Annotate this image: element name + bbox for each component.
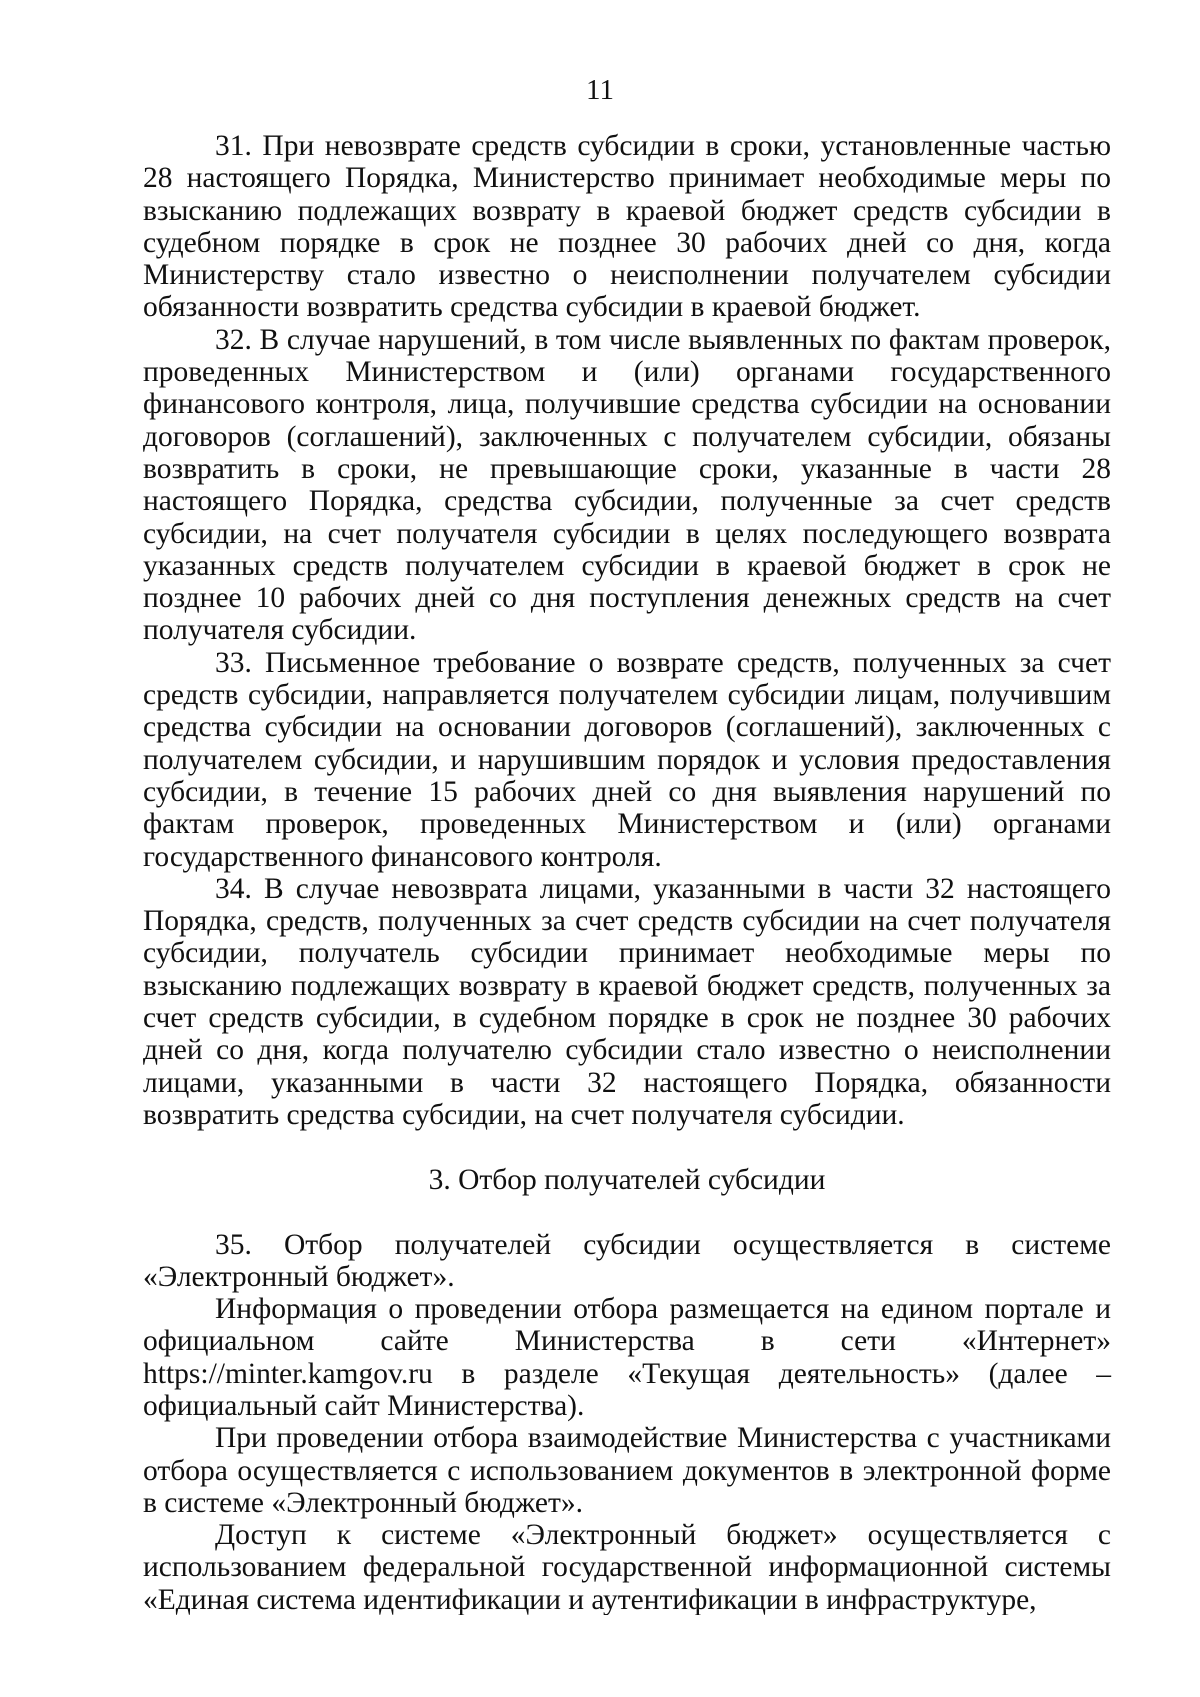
paragraph-31: 31. При невозврате средств субсидии в сроки, установленные частью 28 настоящего Порядка, Министерство принимает необходимые меры по взысканию подлежащих возврату в краевой бюджет средств субсидии в судебном порядке в срок не позднее 30 рабочих дней со дня, когда Министерству стало известно о неисполнении получателем субсидии обязанности возвратить средства субсидии в краевой бюджет. xyxy=(143,130,1111,324)
paragraph-35: 35. Отбор получателей субсидии осуществляется в системе «Электронный бюджет». xyxy=(143,1228,1111,1293)
section-heading: 3. Отбор получателей субсидии xyxy=(428,1164,826,1197)
page-number: 11 xyxy=(586,74,614,106)
paragraph-electronic-interaction: При проведении отбора взаимодействие Министерства с участниками отбора осуществляется с использованием документов в электронной форме в системе «Электронный бюджет». xyxy=(143,1422,1111,1519)
paragraph-info-publication: Информация о проведении отбора размещается на едином портале и официальном сайте Министерства в сети «Интернет» https://minter.kamgov.ru в разделе «Текущая деятельность» (далее – официальный сайт Министерства). xyxy=(143,1293,1111,1422)
paragraph-33: 33. Письменное требование о возврате средств, полученных за счет средств субсидии, направляется получателем субсидии лицам, получившим средства субсидии на основании договоров (соглашений), заключенных с получателем субсидии, и нарушившим порядок и условия предоставления субсидии, в течение 15 рабочих дней со дня выявления нарушений по фактам проверок, проведенных Министерством и (или) органами государственного финансового контроля. xyxy=(143,646,1111,873)
paragraph-32: 32. В случае нарушений, в том числе выявленных по фактам проверок, проведенных Министерством и (или) органами государственного финансового контроля, лица, получившие средства субсидии на основании договоров (соглашений), заключенных с получателем субсидии, обязаны возвратить в сроки, не превышающие сроки, указанные в части 28 настоящего Порядка, средства субсидии, полученные за счет средств субсидии, на счет получателя субсидии в целях последующего возврата указанных средств получателем субсидии в краевой бюджет в срок не позднее 10 рабочих дней со дня поступления денежных средств на счет получателя субсидии. xyxy=(143,323,1111,647)
paragraph-system-access: Доступ к системе «Электронный бюджет» осуществляется с использованием федеральной государственной информационной системы «Единая система идентификации и аутентификации в инфраструктуре, xyxy=(143,1519,1111,1616)
document-body xyxy=(143,130,1111,1615)
paragraph-34: 34. В случае невозврата лицами, указанными в части 32 настоящего Порядка, средств, полученных за счет средств субсидии на счет получателя субсидии, получатель субсидии принимает необходимые меры по взысканию подлежащих возврату в краевой бюджет средств, полученных за счет средств субсидии, в судебном порядке в срок не позднее 30 рабочих дней со дня, когда получателю субсидии стало известно о неисполнении лицами, указанными в части 32 настоящего Порядка, обязанности возвратить средства субсидии, на счет получателя субсидии. xyxy=(143,872,1111,1131)
